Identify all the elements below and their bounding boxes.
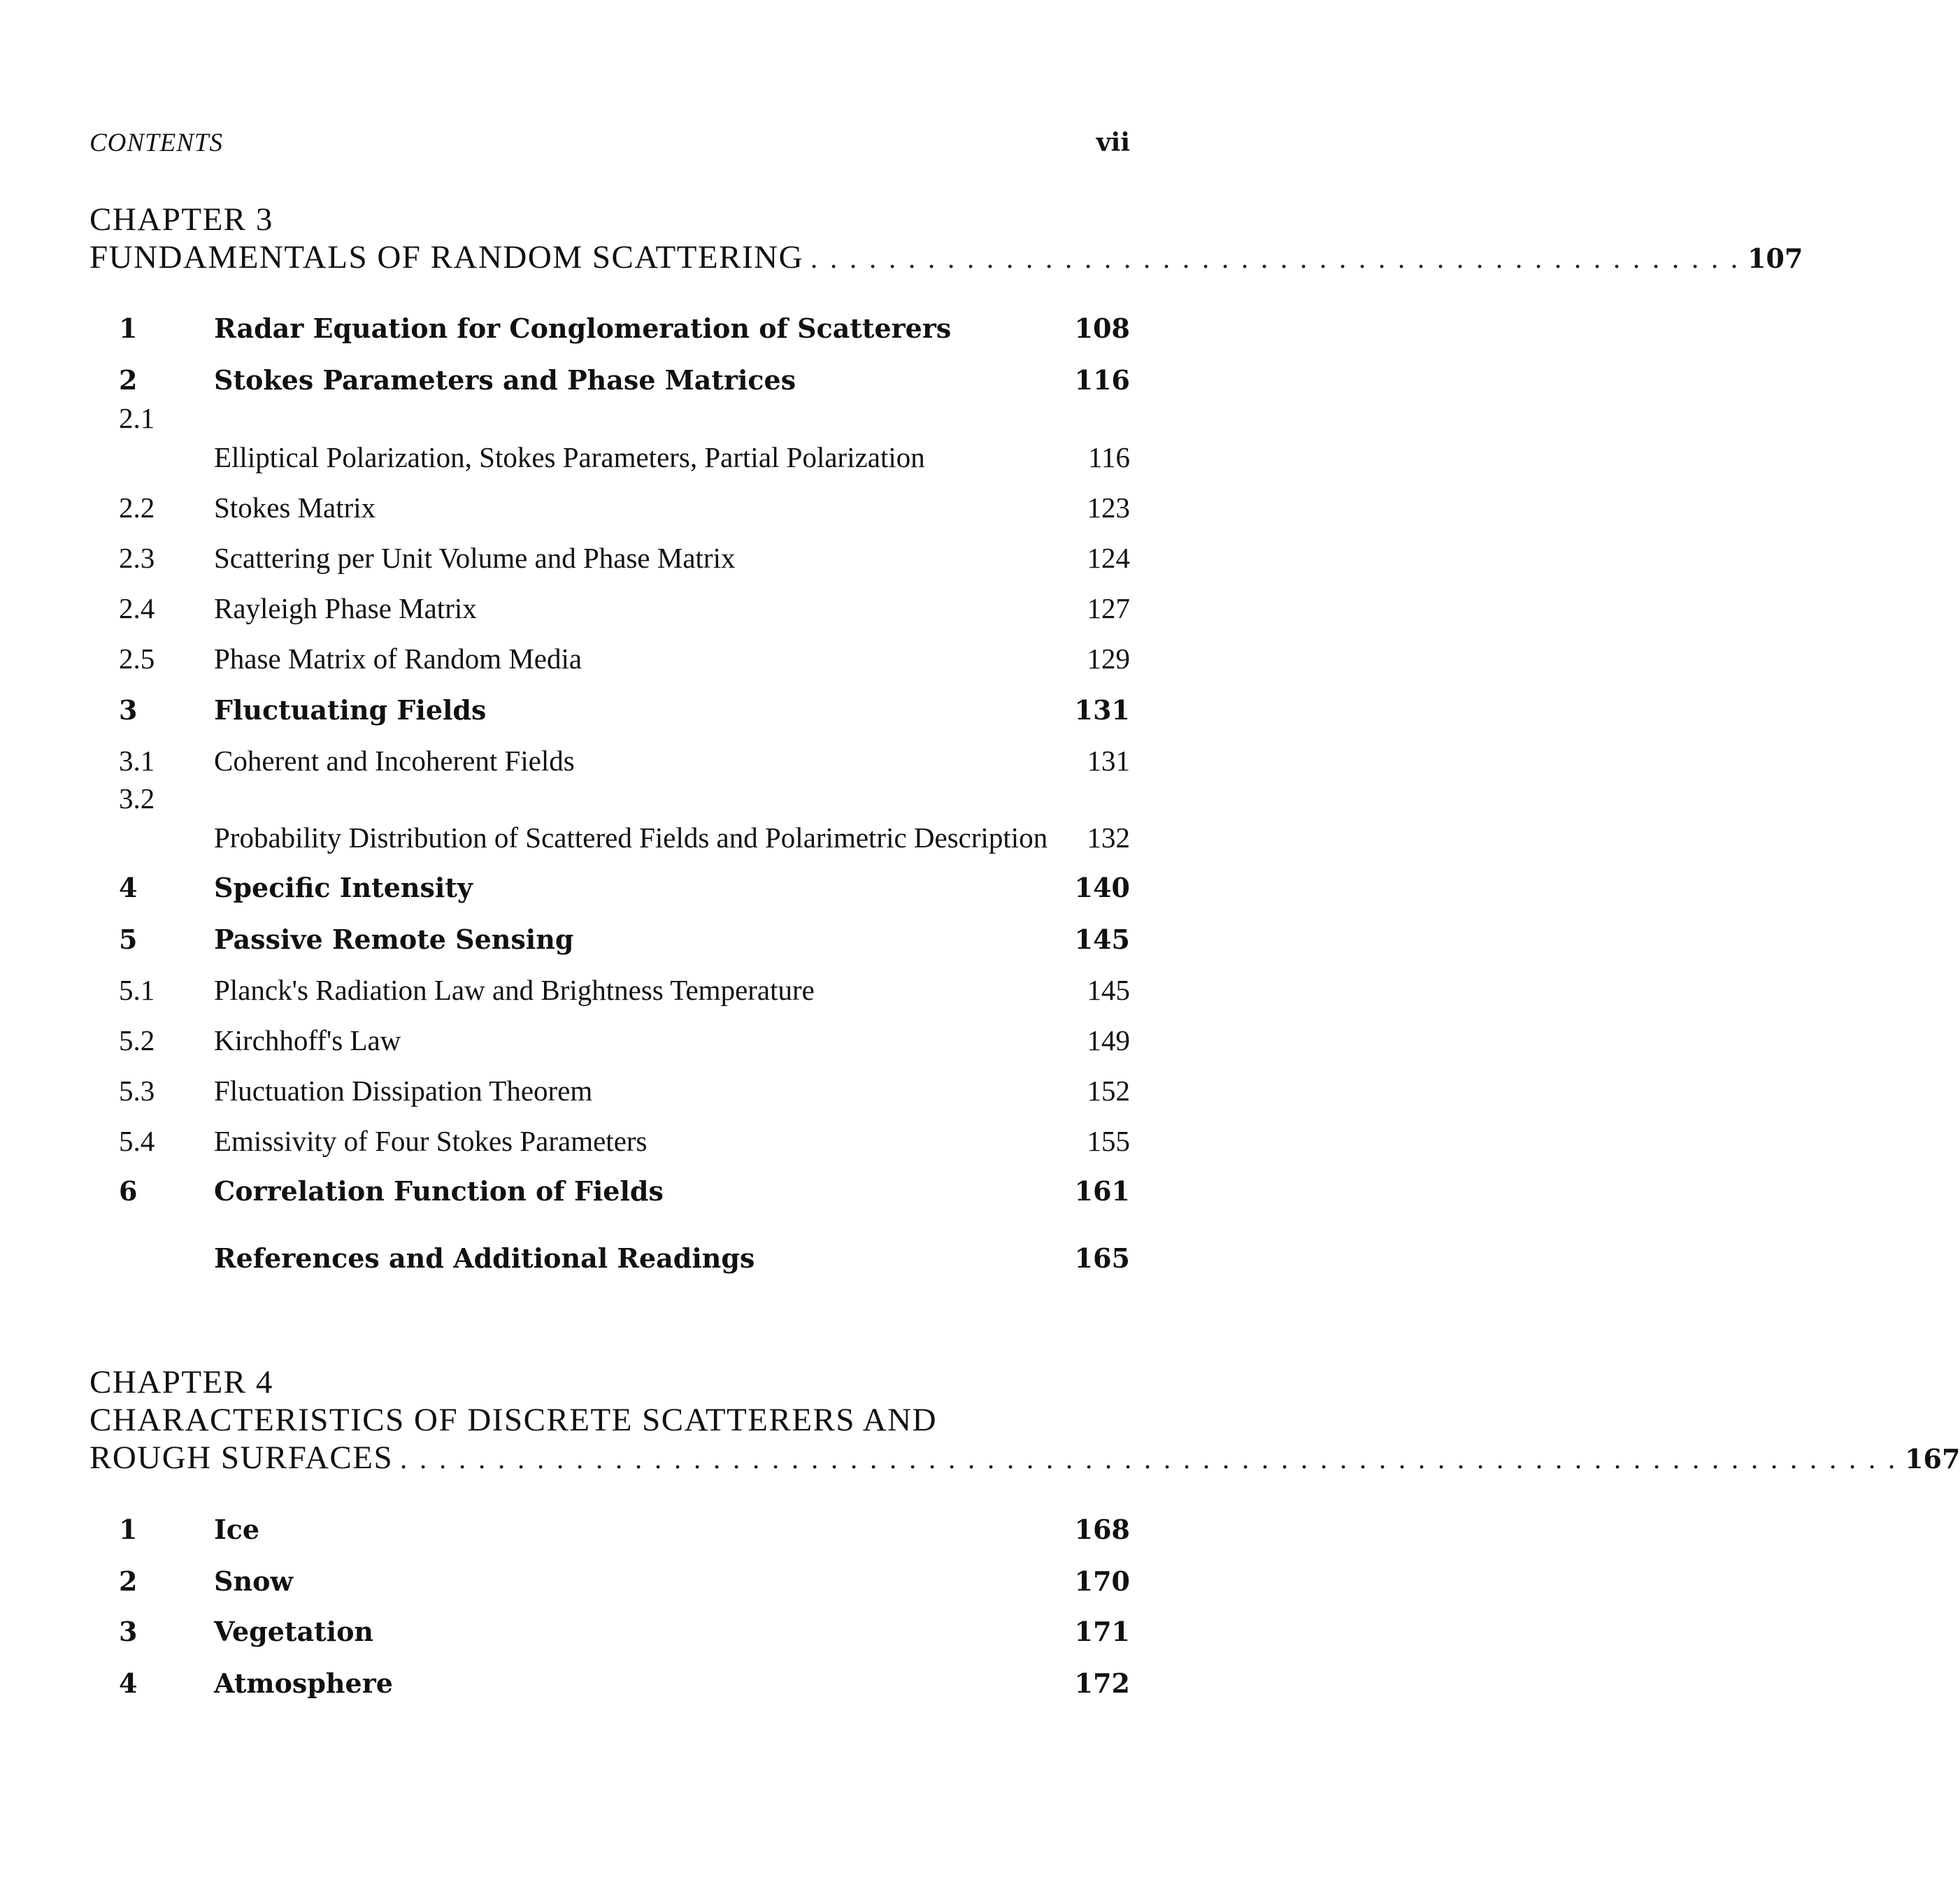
entry-title: Rayleigh Phase Matrix (214, 592, 477, 624)
chapter-label: CHAPTER 3 (90, 201, 273, 238)
dot-leader: . . . . . . . . . . . . . . . . . . . . . . . . . . . . . . . . . . . . . . . . . . . . . . . . . . . . . . . . . . . . . . . . . . . . . . . . . . . . . (400, 1443, 1898, 1475)
entry-page: 149 (1087, 1024, 1130, 1056)
entry-page: 145 (1074, 924, 1130, 955)
entry-number: 2.4 (119, 592, 155, 624)
entry-page: 152 (1087, 1075, 1130, 1107)
running-head-title: CONTENTS (90, 129, 224, 157)
chapter-3-entries (119, 297, 1130, 1277)
toc-entry[interactable] (119, 959, 1130, 1009)
chapter-4-entries (119, 1498, 1130, 1702)
entry-title: Stokes Matrix (214, 492, 376, 524)
entry-title: Elliptical Polarization, Stokes Parameters, Partial Polarization (214, 441, 925, 473)
toc-entry[interactable] (119, 729, 1130, 780)
entry-title: References and Additional Readings (214, 1242, 755, 1274)
entry-title: Coherent and Incoherent Fields (214, 745, 575, 777)
entry-page: 161 (1074, 1175, 1130, 1207)
toc-entry[interactable] (119, 526, 1130, 577)
entry-page: 165 (1074, 1242, 1130, 1274)
entry-title: Specific Intensity (214, 872, 473, 903)
toc-entry[interactable] (119, 1009, 1130, 1059)
entry-page: 127 (1087, 592, 1130, 624)
entry-title: Ice (214, 1514, 260, 1545)
entry-number: 4 (119, 872, 138, 903)
entry-number: 4 (119, 1667, 138, 1699)
toc-entry[interactable] (119, 1549, 1130, 1600)
entry-page: 132 (1087, 821, 1130, 854)
entry-page: 116 (1074, 364, 1130, 396)
toc-entry[interactable] (119, 399, 1130, 476)
entry-page: 171 (1074, 1616, 1130, 1647)
chapter-title: FUNDAMENTALS OF RANDOM SCATTERING (90, 239, 804, 275)
toc-entry[interactable] (119, 627, 1130, 677)
entry-number: 3.2 (119, 782, 155, 815)
entry-title: Emissivity of Four Stokes Parameters (214, 1125, 648, 1157)
entry-title: Probability Distribution of Scattered Fields and Polarimetric Description (214, 821, 1048, 854)
page-number: vii (1096, 128, 1130, 157)
toc-entry[interactable] (119, 1498, 1130, 1549)
entry-title: Passive Remote Sensing (214, 924, 574, 955)
toc-entry[interactable] (119, 1600, 1130, 1651)
entry-number: 2.5 (119, 643, 155, 675)
chapter-label: CHAPTER 4 (90, 1364, 273, 1400)
toc-entry[interactable] (119, 476, 1130, 526)
entry-number: 5 (119, 924, 138, 955)
entry-page: 129 (1087, 643, 1130, 675)
entry-title: Fluctuating Fields (214, 694, 487, 726)
entry-page: 155 (1087, 1125, 1130, 1157)
toc-entry[interactable] (119, 677, 1130, 729)
entry-title: Kirchhoff's Law (214, 1024, 401, 1056)
entry-number: 2 (119, 364, 138, 396)
entry-page: 124 (1087, 542, 1130, 574)
entry-title: Phase Matrix of Random Media (214, 643, 582, 675)
chapter-page: 167 (1905, 1443, 1960, 1475)
toc-entry[interactable] (119, 780, 1130, 856)
entry-number: 5.1 (119, 974, 155, 1006)
entry-page: 145 (1087, 974, 1130, 1006)
chapter-title-line-2: ROUGH SURFACES (90, 1440, 394, 1476)
entry-title: Snow (214, 1565, 294, 1597)
toc-entry[interactable] (119, 1651, 1130, 1702)
entry-number: 5.2 (119, 1024, 155, 1056)
entry-number: 6 (119, 1175, 138, 1207)
toc-entry[interactable] (119, 856, 1130, 907)
entry-page: 140 (1074, 872, 1130, 903)
entry-page: 123 (1087, 492, 1130, 524)
entry-page: 131 (1087, 745, 1130, 777)
entry-number: 5.4 (119, 1125, 155, 1157)
entry-number: 1 (119, 313, 138, 344)
entry-page: 168 (1074, 1514, 1130, 1545)
chapter-4-heading (90, 1363, 1960, 1477)
entry-page: 170 (1074, 1565, 1130, 1597)
entry-number: 5.3 (119, 1075, 155, 1107)
chapter-title-row (90, 238, 1803, 276)
entry-number: 3 (119, 694, 138, 726)
running-head (90, 128, 1130, 158)
entry-title: Stokes Parameters and Phase Matrices (214, 364, 796, 396)
toc-entry[interactable] (119, 577, 1130, 627)
toc-entry[interactable] (119, 1059, 1130, 1110)
entry-page: 116 (1088, 441, 1130, 473)
chapter-title-row (90, 1439, 1960, 1477)
entry-page: 131 (1074, 694, 1130, 726)
chapter-3-heading (90, 201, 1803, 276)
toc-entry[interactable] (119, 907, 1130, 959)
entry-page: 108 (1074, 313, 1130, 344)
entry-title: Atmosphere (214, 1667, 393, 1699)
entry-title: Fluctuation Dissipation Theorem (214, 1075, 593, 1107)
chapter-page: 107 (1747, 243, 1803, 274)
toc-entry[interactable] (119, 1160, 1130, 1210)
chapter-title-line-1: CHARACTERISTICS OF DISCRETE SCATTERERS AND (90, 1402, 938, 1438)
toc-entry[interactable] (119, 297, 1130, 347)
entry-title: Scattering per Unit Volume and Phase Matrix (214, 542, 736, 574)
entry-number: 3 (119, 1616, 138, 1647)
entry-title: Correlation Function of Fields (214, 1175, 664, 1207)
entry-number: 2.1 (119, 402, 155, 434)
toc-entry[interactable] (119, 347, 1130, 399)
entry-number: 2.3 (119, 542, 155, 574)
toc-entry-references[interactable] (119, 1219, 1130, 1277)
dot-leader: . . . . . . . . . . . . . . . . . . . . . . . . . . . . . . . . . . . . . . . . . . . . . . . . (810, 243, 1741, 274)
entry-title: Vegetation (214, 1616, 374, 1647)
entry-page: 172 (1074, 1667, 1130, 1699)
toc-entry[interactable] (119, 1110, 1130, 1160)
entry-title: Planck's Radiation Law and Brightness Temperature (214, 974, 815, 1006)
entry-number: 2.2 (119, 492, 155, 524)
entry-title: Radar Equation for Conglomeration of Scatterers (214, 313, 952, 344)
entry-number: 3.1 (119, 745, 155, 777)
entry-number: 2 (119, 1565, 138, 1597)
entry-number: 1 (119, 1514, 138, 1545)
